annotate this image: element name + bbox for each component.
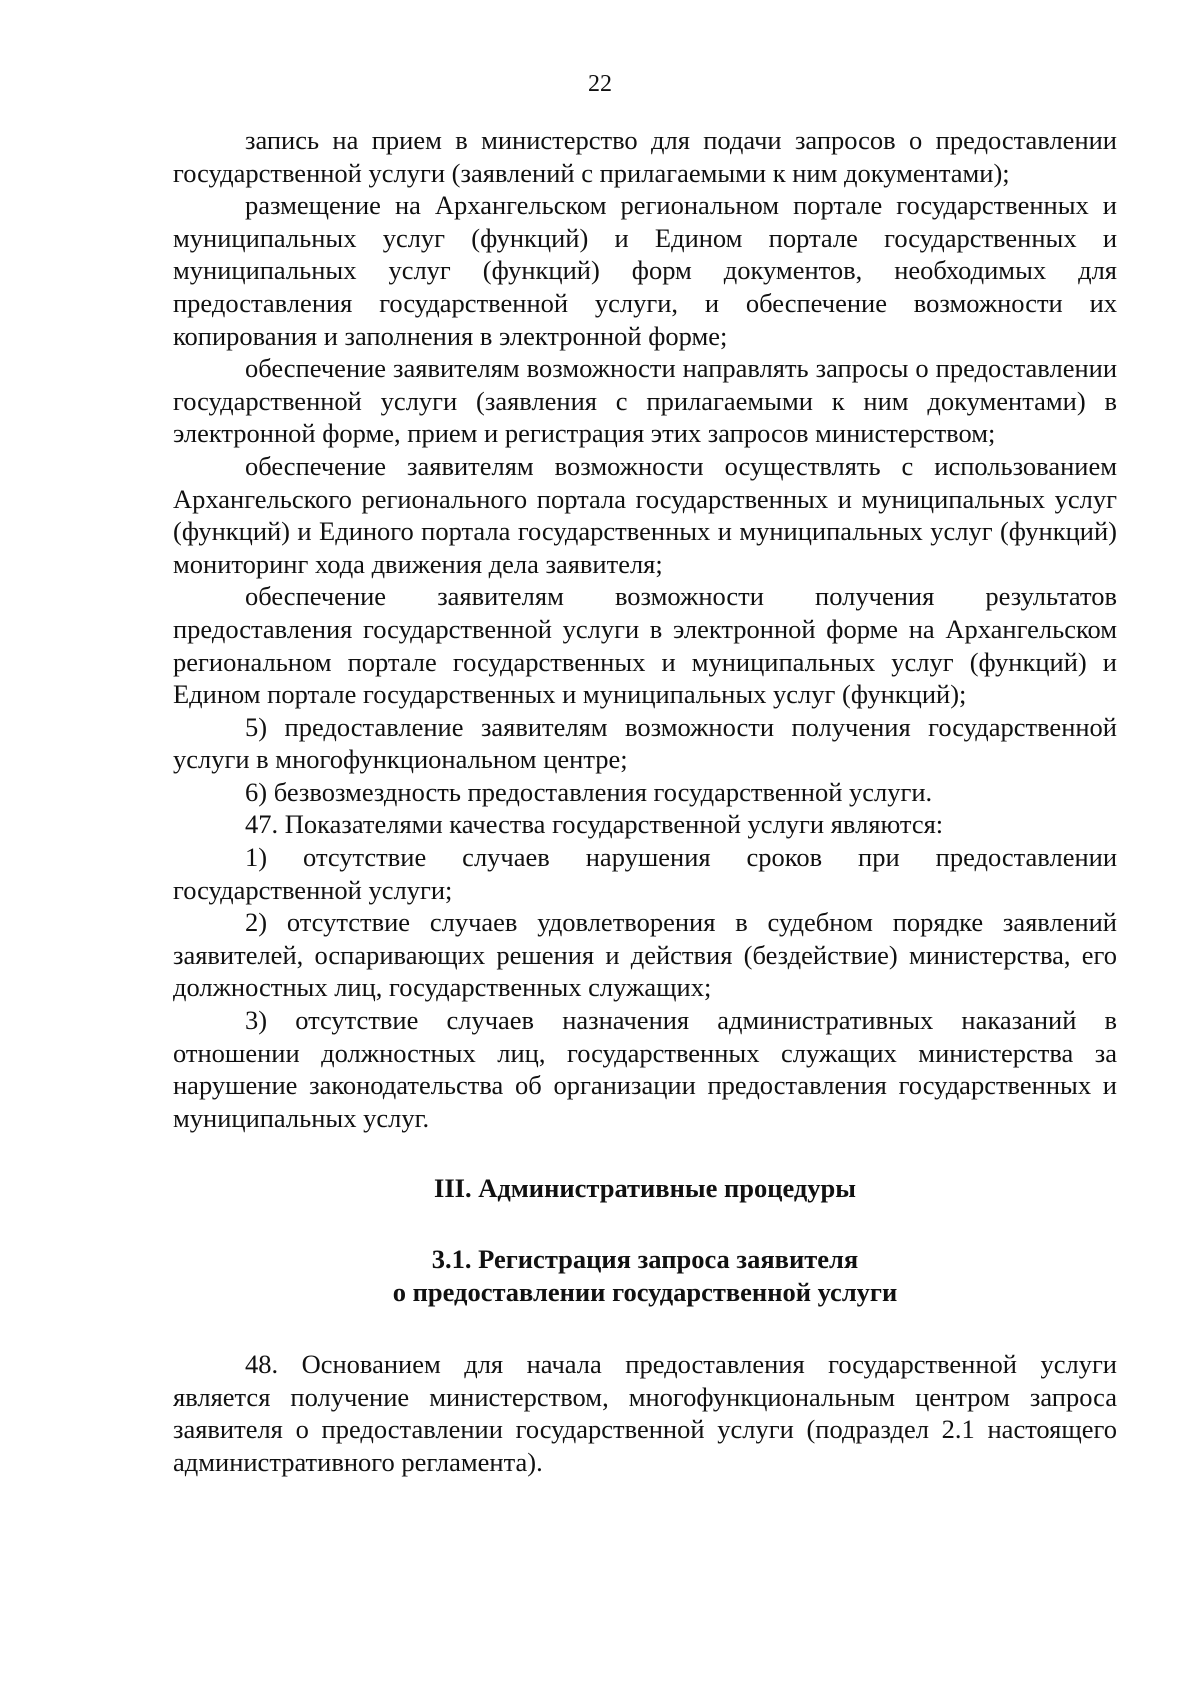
paragraph: обеспечение заявителям возможности осуществлять с использованием Архангельского регионального портала государственных и муниципальных услуг (функций) и Единого портала государственных и муниципальных услуг (функций) мониторинг хода движения дела заявителя; — [173, 450, 1117, 579]
subsection-heading — [173, 1243, 1117, 1308]
paragraph: 3) отсутствие случаев назначения административных наказаний в отношении должностных лиц, государственных служащих министерства за нарушение законодательства об организации предоставления государственных и муниципальных услуг. — [173, 1005, 1117, 1133]
subsection-heading-line: 3.1. Регистрация запроса заявителя — [431, 1244, 859, 1274]
paragraph: 2) отсутствие случаев удовлетворения в судебном порядке заявлений заявителей, оспаривающих решения и действия (бездействие) министерства, его должностных лиц, государственных служащих; — [173, 907, 1117, 1003]
paragraph: 5) предоставление заявителям возможности получения государственной услуги в многофункциональном центре; — [173, 711, 1117, 775]
paragraph: 47. Показателями качества государственной услуги являются: — [245, 809, 944, 840]
paragraph: запись на прием в министерство для подачи запросов о предоставлении государственной услуги (заявлений с прилагаемыми к ним документами); — [173, 125, 1117, 188]
paragraph: 1) отсутствие случаев нарушения сроков при предоставлении государственной услуги; — [173, 842, 1117, 905]
page-number: 22 — [588, 71, 612, 97]
paragraph: 6) безвозмездность предоставления государственной услуги. — [245, 776, 933, 807]
subsection-heading-line: о предоставлении государственной услуги — [392, 1276, 898, 1307]
paragraph: размещение на Архангельском региональном портале государственных и муниципальных услуг (функций) и Едином портале государственных и муниципальных услуг (функций) форм документов, необходимых для предоставления государственной услуги, и обеспечение возможности их копирования и заполнения в электронной форме; — [173, 190, 1117, 351]
page-content — [173, 124, 1117, 1479]
section-heading: III. Административные процедуры — [434, 1173, 856, 1204]
paragraph: обеспечение заявителям возможности получения результатов предоставления государственной услуги в электронной форме на Архангельском региональном портале государственных и муниципальных услуг (функций) и Едином портале государственных и муниципальных услуг (функций); — [173, 581, 1117, 710]
paragraph: обеспечение заявителям возможности направлять запросы о предоставлении государственной услуги (заявления с прилагаемыми к ним документами) в электронной форме, прием и регистрация этих запросов министерством; — [173, 353, 1117, 449]
paragraph: 48. Основанием для начала предоставления государственной услуги является получение министерством, многофункциональным центром запроса заявителя о предоставлении государственной услуги (подраздел 2.1 настоящего административного регламента). — [173, 1349, 1117, 1477]
